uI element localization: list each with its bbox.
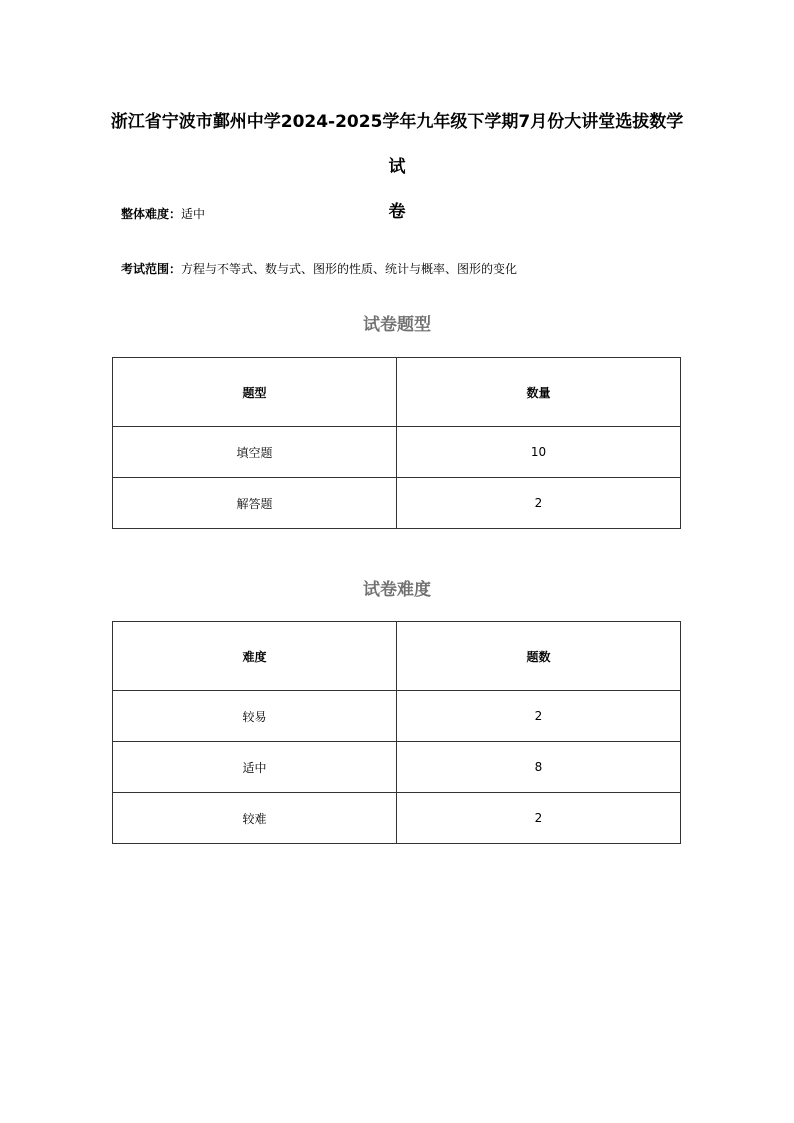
cell-type: 解答题 (113, 478, 397, 529)
cell-count: 10 (397, 427, 681, 478)
table-row (113, 691, 681, 742)
column-header-question-count: 题数 (397, 622, 681, 691)
cell-question-count: 2 (397, 691, 681, 742)
exam-scope-value: 方程与不等式、数与式、图形的性质、统计与概率、图形的变化 (181, 262, 518, 276)
overall-difficulty (121, 206, 205, 222)
difficulty-heading: 试卷难度 (363, 580, 431, 600)
difficulty-table (112, 621, 681, 844)
question-types-heading: 试卷题型 (363, 315, 431, 335)
cell-question-count: 2 (397, 793, 681, 844)
table-row (113, 478, 681, 529)
title-line-1: 浙江省宁波市鄞州中学2024-2025学年九年级下学期7月份大讲堂选拔数学试 (110, 112, 684, 177)
table-header-row (113, 622, 681, 691)
overall-difficulty-value: 适中 (181, 207, 206, 221)
cell-difficulty: 适中 (113, 742, 397, 793)
overall-difficulty-label: 整体难度： (121, 207, 182, 221)
question-types-table (112, 357, 681, 529)
column-header-difficulty: 难度 (113, 622, 397, 691)
cell-count: 2 (397, 478, 681, 529)
column-header-count: 数量 (397, 358, 681, 427)
cell-difficulty: 较易 (113, 691, 397, 742)
table-row (113, 742, 681, 793)
exam-scope (121, 261, 517, 277)
title-line-2: 卷 (388, 202, 406, 222)
table-header-row (113, 358, 681, 427)
cell-type: 填空题 (113, 427, 397, 478)
table-row (113, 793, 681, 844)
table-row (113, 427, 681, 478)
exam-scope-label: 考试范围： (121, 262, 182, 276)
cell-difficulty: 较难 (113, 793, 397, 844)
cell-question-count: 8 (397, 742, 681, 793)
column-header-type: 题型 (113, 358, 397, 427)
